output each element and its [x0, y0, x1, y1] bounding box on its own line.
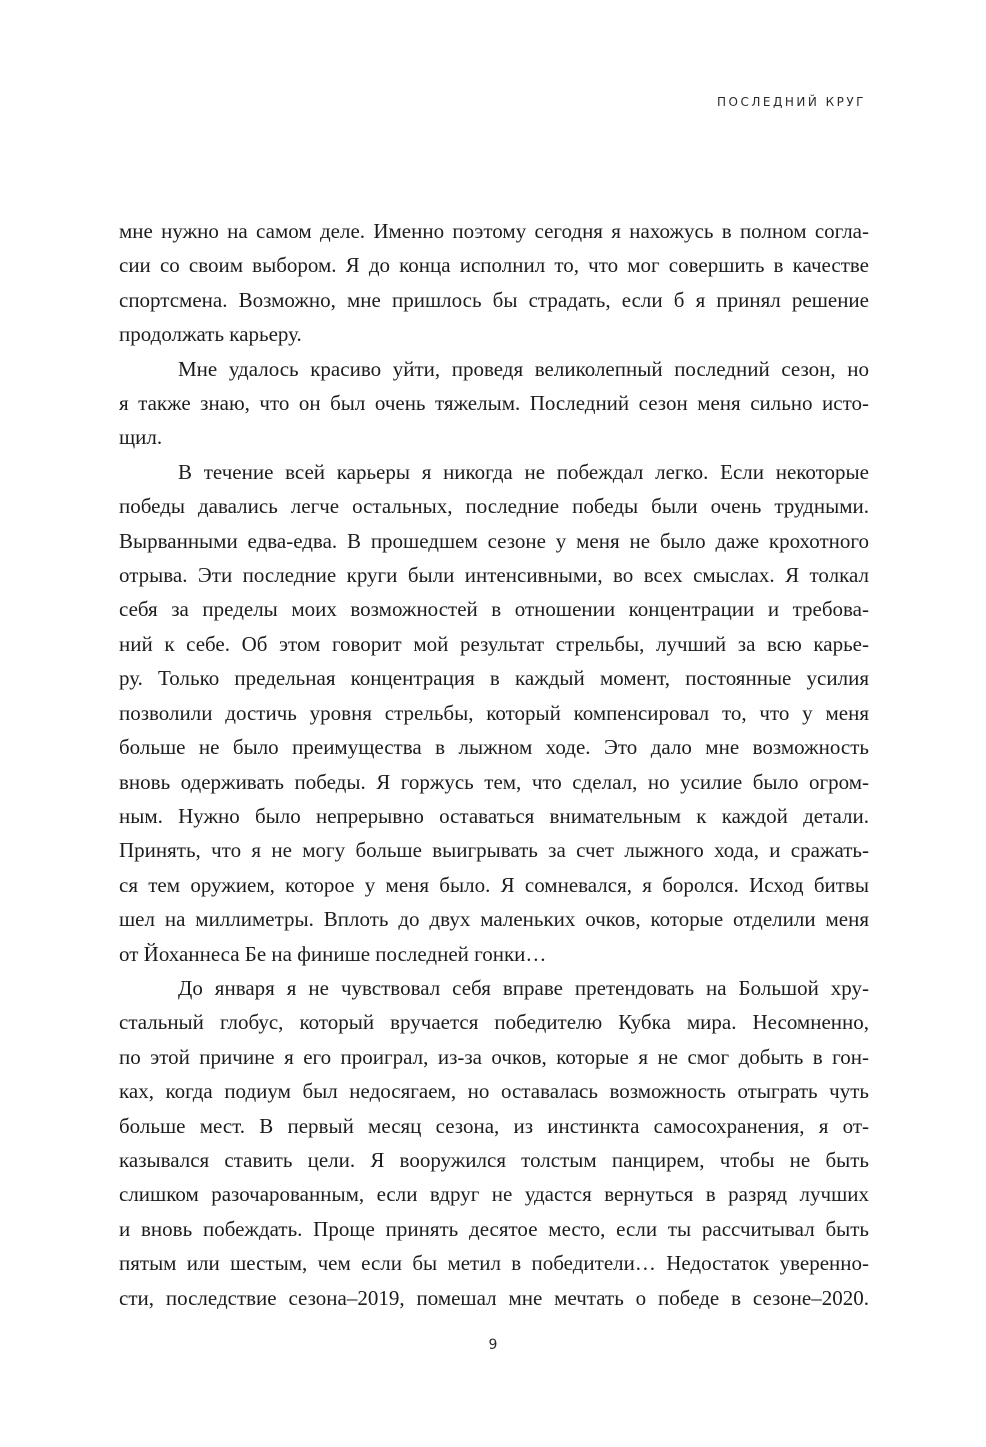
text-line: больше мест. В первый месяц сезона, из инстинкта самосохранения, я от-	[119, 1113, 869, 1138]
text-line: стальный глобус, который вручается победителю Кубка мира. Несомненно,	[119, 1010, 869, 1035]
text-line: ру. Только предельная концентрация в каждый момент, постоянные усилия	[119, 666, 869, 691]
text-line: Вырванными едва-едва. В прошедшем сезоне у меня не было даже крохотного	[119, 528, 869, 553]
body-text	[119, 214, 869, 1315]
text-line: победы давались легче остальных, последние победы были очень трудными.	[119, 494, 869, 519]
paragraph	[119, 352, 869, 455]
text-line: продолжать карьеру.	[119, 322, 302, 347]
text-line: себя за пределы моих возможностей в отношении концентрации и требова-	[119, 597, 869, 622]
text-line: В течение всей карьеры я никогда не побеждал легко. Если некоторые	[178, 459, 869, 484]
text-line: позволили достичь уровня стрельбы, который компенсировал то, что у меня	[119, 700, 869, 725]
page-number: 9	[488, 1337, 498, 1353]
text-line: До января я не чувствовал себя вправе претендовать на Большой хру-	[178, 975, 869, 1000]
text-line: шел на миллиметры. Вплоть до двух маленьких очков, которые отделили меня	[119, 907, 869, 932]
text-line: спортсмена. Возможно, мне пришлось бы страдать, если б я принял решение	[119, 287, 869, 312]
text-line: больше не было преимущества в лыжном ходе. Это дало мне возможность	[119, 735, 869, 760]
text-line: пятым или шестым, чем если бы метил в победители… Недостаток уверенно-	[119, 1251, 869, 1276]
text-line: казывался ставить цели. Я вооружился толстым панцирем, чтобы не быть	[119, 1147, 869, 1172]
text-line: Принять, что я не могу больше выигрывать за счет лыжного хода, и сражать-	[119, 838, 869, 863]
paragraph	[119, 455, 869, 971]
paragraph	[119, 214, 869, 352]
text-line: ках, когда подиум был недосягаем, но оставалась возможность отыграть чуть	[119, 1079, 869, 1104]
running-header: ПОСЛЕДНИЙ КРУГ	[716, 95, 866, 109]
text-line: Мне удалось красиво уйти, проведя великолепный последний сезон, но	[178, 356, 869, 381]
text-line: ным. Нужно было непрерывно оставаться внимательным к каждой детали.	[119, 803, 869, 828]
text-line: отрыва. Эти последние круги были интенсивными, во всех смыслах. Я толкал	[119, 563, 869, 588]
text-line: по этой причине я его проиграл, из-за очков, которые я не смог добыть в гон-	[119, 1044, 869, 1069]
text-line: я также знаю, что он был очень тяжелым. Последний сезон меня сильно исто-	[119, 391, 869, 416]
text-line: ний к себе. Об этом говорит мой результат стрельбы, лучший за всю карье-	[119, 631, 869, 656]
text-line: и вновь побеждать. Проще принять десятое место, если ты рассчитывал быть	[119, 1216, 869, 1241]
text-line: ся тем оружием, которое у меня было. Я сомневался, я боролся. Исход битвы	[119, 872, 869, 897]
text-line: мне нужно на самом деле. Именно поэтому сегодня я нахожусь в полном согла-	[119, 219, 869, 243]
paragraph	[119, 971, 869, 1315]
text-line: от Йоханнеса Бе на финише последней гонки…	[119, 941, 547, 966]
text-line: слишком разочарованным, если вдруг не удастся вернуться в разряд лучших	[119, 1182, 869, 1207]
text-line: щил.	[119, 425, 163, 450]
text-line: сти, последствие сезона–2019, помешал мне мечтать о победе в сезоне–2020.	[119, 1285, 869, 1310]
text-line: сии со своим выбором. Я до конца исполнил то, что мог совершить в качестве	[119, 253, 869, 278]
text-line: вновь одерживать победы. Я горжусь тем, что сделал, но усилие было огром-	[119, 769, 869, 794]
